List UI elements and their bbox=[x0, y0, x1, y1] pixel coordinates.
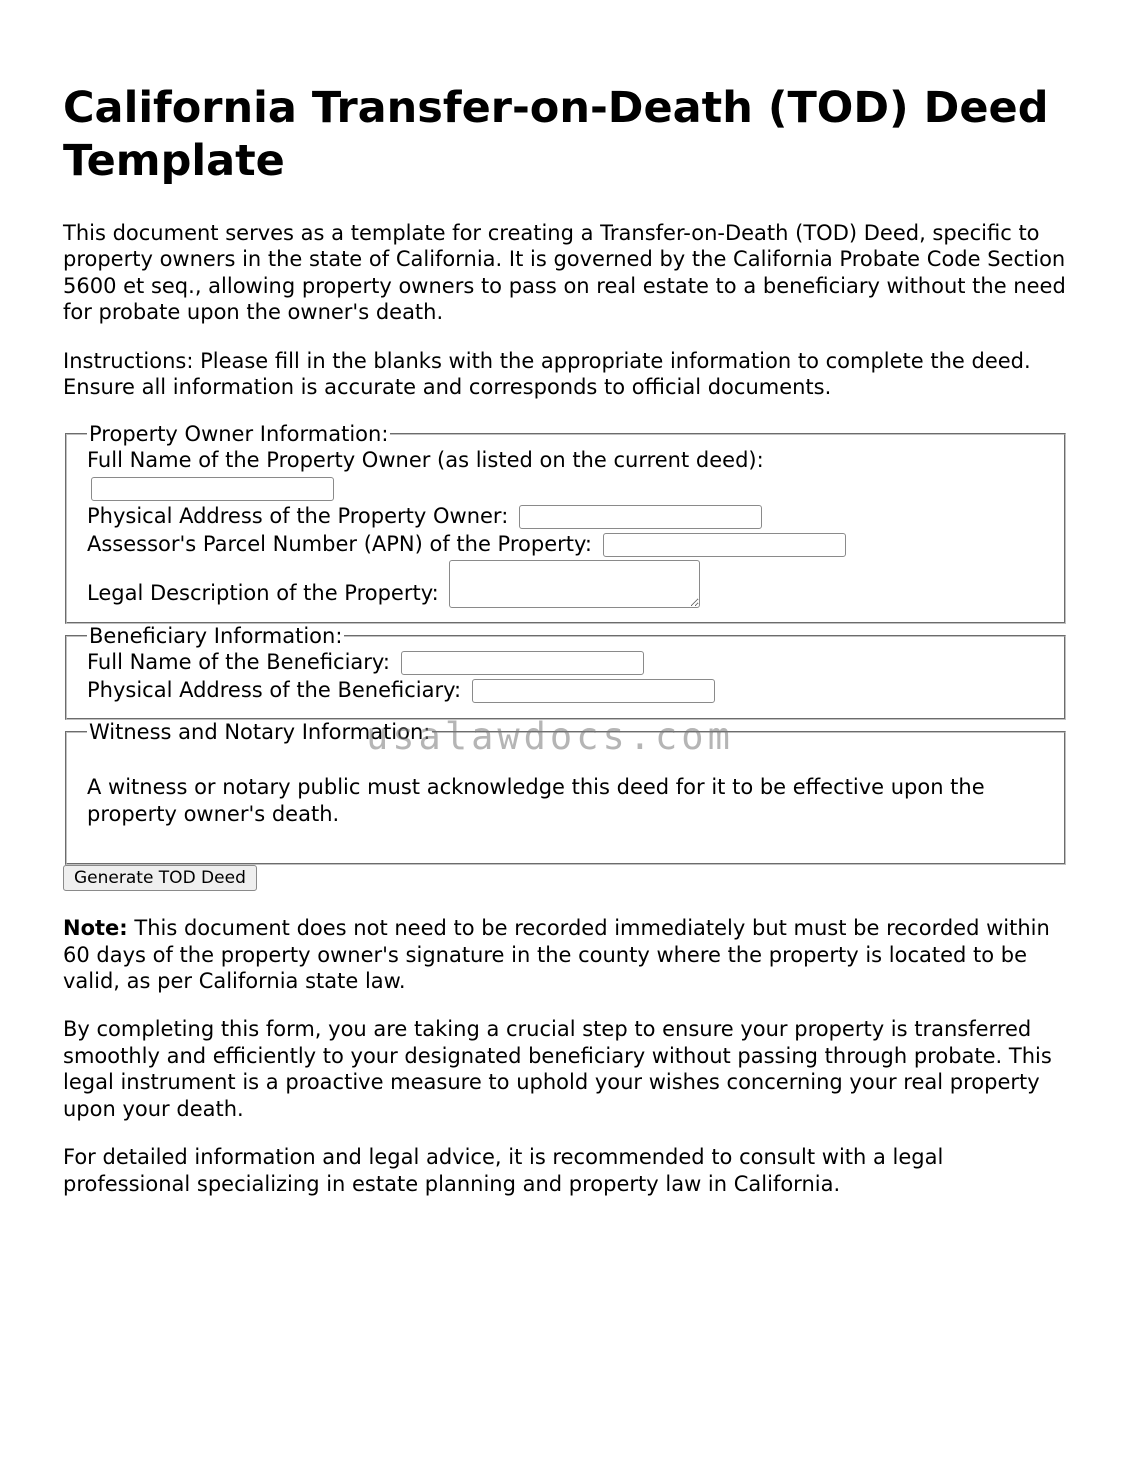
apn-row bbox=[87, 530, 1044, 558]
generate-tod-deed-button[interactable]: Generate TOD Deed bbox=[63, 865, 257, 891]
watermark-text: usalawdocs.com bbox=[366, 715, 734, 758]
legal-description-label: Legal Description of the Property: bbox=[87, 581, 439, 606]
witness-notary-text: A witness or notary public must acknowledge this deed for it to be effective upon the property owner's death. bbox=[87, 775, 985, 826]
closing-paragraph: By completing this form, you are taking a crucial step to ensure your property is transferred smoothly and efficiently to your designated beneficiary without passing through probate. This legal instrument is a proactive measure to uphold your wishes concerning your real property upon your death. bbox=[63, 1017, 1052, 1121]
owner-address-label: Physical Address of the Property Owner: bbox=[87, 504, 509, 529]
beneficiary-address-input[interactable] bbox=[472, 679, 715, 703]
page-title: California Transfer-on-Death (TOD) Deed Template bbox=[63, 83, 1049, 186]
note-text: This document does not need to be recorded immediately but must be recorded within 60 days of the property owner's signature in the county where the property is located to be valid, as per California state law. bbox=[63, 916, 1050, 994]
owner-full-name-label: Full Name of the Property Owner (as listed on the current deed): bbox=[87, 448, 764, 473]
beneficiary-name-input[interactable] bbox=[401, 651, 644, 675]
advice-paragraph: For detailed information and legal advice, it is recommended to consult with a legal professional specializing in estate planning and property law in California. bbox=[63, 1145, 944, 1196]
instructions-paragraph: Instructions: Please fill in the blanks with the appropriate information to complete the deed. Ensure all information is accurate and corresponds to official documents. bbox=[63, 348, 1031, 400]
apn-label: Assessor's Parcel Number (APN) of the Property: bbox=[87, 532, 592, 557]
legal-description-row bbox=[87, 560, 1044, 608]
property-owner-fieldset bbox=[65, 422, 1066, 624]
apn-input[interactable] bbox=[603, 533, 846, 557]
owner-address-input[interactable] bbox=[519, 505, 762, 529]
beneficiary-address-label: Physical Address of the Beneficiary: bbox=[87, 678, 462, 703]
document-page bbox=[63, 0, 1066, 1197]
note-paragraph bbox=[63, 915, 1066, 994]
intro-paragraph: This document serves as a template for creating a Transfer-on-Death (TOD) Deed, specific to property owners in the state of California. It is governed by the California Probate Code Section 5600 et seq., allowing property owners to pass on real estate to a beneficiary without the need for probate upon the owner's death. bbox=[63, 221, 1066, 325]
legal-description-textarea[interactable] bbox=[449, 560, 700, 608]
note-label: Note: bbox=[63, 916, 128, 941]
owner-full-name-row bbox=[87, 446, 1044, 502]
beneficiary-fieldset bbox=[65, 624, 1066, 720]
witness-notary-legend: Witness and Notary Information: bbox=[89, 720, 431, 745]
witness-notary-fieldset bbox=[65, 720, 1066, 865]
beneficiary-name-label: Full Name of the Beneficiary: bbox=[87, 650, 390, 675]
tod-deed-form bbox=[63, 422, 1066, 891]
property-owner-legend: Property Owner Information: bbox=[89, 422, 389, 447]
owner-address-row bbox=[87, 502, 1044, 530]
beneficiary-address-row bbox=[87, 676, 1044, 704]
beneficiary-legend: Beneficiary Information: bbox=[89, 624, 343, 649]
owner-full-name-input[interactable] bbox=[91, 477, 334, 501]
beneficiary-name-row bbox=[87, 648, 1044, 676]
